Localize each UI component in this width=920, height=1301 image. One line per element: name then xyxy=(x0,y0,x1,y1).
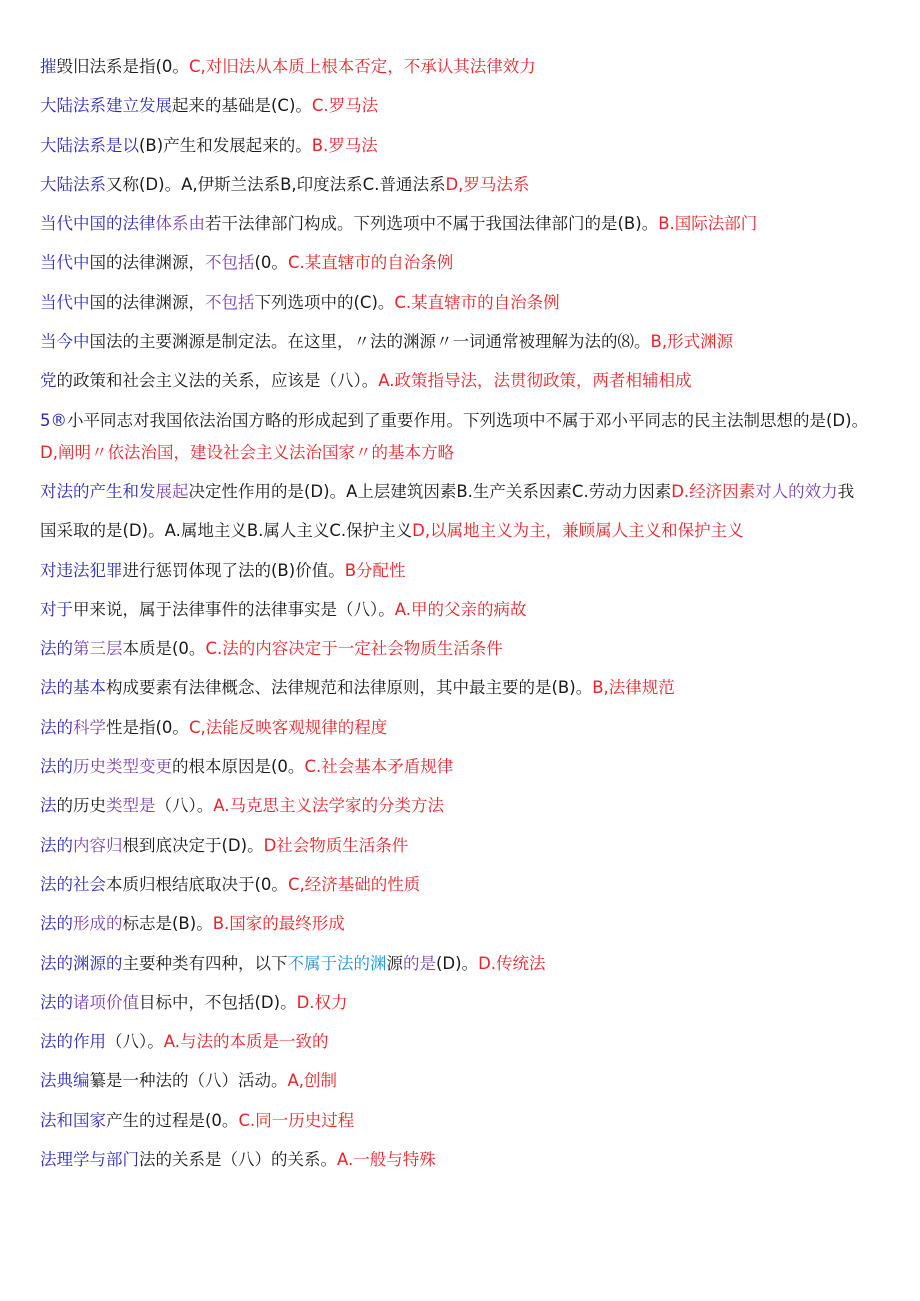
answer-text: D.传统法 xyxy=(478,953,546,973)
document-line xyxy=(40,516,900,555)
question-text: （八）。 xyxy=(155,796,214,816)
question-text: 对违法犯罪 xyxy=(40,560,123,580)
question-text: 当今中 xyxy=(40,332,90,352)
document-line xyxy=(40,288,900,327)
document-body xyxy=(40,52,900,1184)
question-text: 法的 xyxy=(40,835,73,855)
question-text: 类型是 xyxy=(106,796,156,816)
question-text: 法的 xyxy=(40,639,73,659)
question-text: 进行惩罚体现了法的(B)价值。 xyxy=(122,560,345,580)
document-line xyxy=(40,131,900,170)
answer-text: D社会物质生活条件 xyxy=(263,835,409,855)
answer-text: C.某直辖市的自治条例 xyxy=(394,292,560,312)
question-text: （八）。 xyxy=(106,1032,164,1052)
question-text: 纂是一种法的（八）活动。 xyxy=(89,1071,288,1091)
document-line xyxy=(40,909,900,948)
answer-text: C.同一历史过程 xyxy=(238,1110,355,1130)
question-text: 本质归根结底取决于(0。 xyxy=(106,874,288,894)
document-line xyxy=(40,406,900,438)
question-text: 国的法律渊源， xyxy=(89,253,205,273)
question-text: 根到底决定于(D)。 xyxy=(122,835,264,855)
answer-text: D.权力 xyxy=(296,992,348,1012)
answer-text: D,罗马法系 xyxy=(445,174,530,194)
question-text: 党 xyxy=(40,371,57,391)
question-text: (0。 xyxy=(254,253,288,273)
document-line xyxy=(40,1027,900,1066)
document-line xyxy=(40,988,900,1027)
question-text: 小平同志对我国依法治国方略的形成起到了重要作用。下列选项中不属于邓小平同志的民主法制思想的是(D)。 xyxy=(67,410,869,430)
question-text: 当代中 xyxy=(40,292,90,312)
answer-text: B.罗马法 xyxy=(311,135,378,155)
question-text: 我 xyxy=(837,481,855,501)
question-text: 法的 xyxy=(40,914,73,934)
question-text: 若干法律部门构成。下列选项中不属于我国法律部门的是(B)。 xyxy=(205,214,659,234)
question-text: (B)产生和发展起来的。 xyxy=(139,135,312,155)
document-line xyxy=(40,327,900,366)
document-line xyxy=(40,870,900,909)
question-text: 源 xyxy=(386,953,403,973)
answer-text: D.经济因素 xyxy=(671,481,756,501)
question-text: 形成的 xyxy=(73,914,123,934)
document-line xyxy=(40,91,900,130)
question-text: 当代中国的法律 xyxy=(40,214,156,234)
document-line xyxy=(40,949,900,988)
question-text: 构成要素有法律概念、法律规范和法律原则，其中最主要的是(B)。 xyxy=(106,678,593,698)
question-text: 又称(D)。A,伊斯兰法系B,印度法系C.普通法系 xyxy=(106,174,446,194)
document-line xyxy=(40,713,900,752)
answer-text: B,法律规范 xyxy=(592,678,675,698)
answer-text: C.法的内容决定于一定社会物质生活条件 xyxy=(205,639,503,659)
answer-text: B,形式渊源 xyxy=(650,332,734,352)
question-text: 诸项价值 xyxy=(73,992,139,1012)
answer-text: C,对旧法从本质上根本否定，不承认其法律效力 xyxy=(188,57,536,76)
question-text: 国的法律渊源， xyxy=(89,292,205,312)
question-text: 法的 xyxy=(40,717,73,737)
answer-text: A.马克思主义法学家的分类方法 xyxy=(213,796,444,816)
answer-text: A.政策指导法，法贯彻政策，两者相辅相成 xyxy=(378,371,692,391)
question-text: 的政策和社会主义法的关系，应该是（八）。 xyxy=(56,371,379,391)
answer-text: D,阐明〃依法治国，建设社会主义法治国家〃的基本方略 xyxy=(40,442,454,462)
answer-text: C.某直辖市的自治条例 xyxy=(287,253,454,273)
question-text: 不包括 xyxy=(205,253,255,273)
question-text: 不属于法的渊 xyxy=(287,953,387,973)
question-text: 法理学与部门 xyxy=(40,1150,139,1170)
question-text: 当代中 xyxy=(40,253,90,273)
question-text: 决定性作用的是(D)。A上层建筑因素B.生产关系因素C.劳动力因素 xyxy=(188,481,672,501)
document-line xyxy=(40,52,900,91)
question-text: 下列选项中的(C)。 xyxy=(254,292,395,312)
document-line xyxy=(40,438,900,477)
question-text: 法典编 xyxy=(40,1071,90,1091)
document-line xyxy=(40,831,900,870)
answer-text: C,经济基础的性质 xyxy=(287,874,421,894)
question-text: 标志是(B)。 xyxy=(122,914,213,934)
question-text: 对人的效力 xyxy=(755,481,838,501)
question-text: 毁旧法系是指(0。 xyxy=(56,57,189,76)
question-text: 科学 xyxy=(73,717,106,737)
question-text: 对法的产生和发 xyxy=(40,481,156,501)
document-line xyxy=(40,477,900,516)
document-line xyxy=(40,791,900,830)
question-text: 本质是(0。 xyxy=(122,639,206,659)
question-text: 不包括 xyxy=(205,292,255,312)
question-text: 大陆法系建立发展 xyxy=(40,96,172,116)
answer-text: D,以属地主义为主，兼顾属人主义和保护主义 xyxy=(412,521,744,541)
question-text: 体系由 xyxy=(155,214,205,234)
document-line xyxy=(40,248,900,287)
question-text: 的根本原因是(0。 xyxy=(172,757,305,777)
question-text: 5® xyxy=(40,410,67,430)
question-text: 法的 xyxy=(40,992,73,1012)
question-text: 目标中，不包括(D)。 xyxy=(139,992,297,1012)
document-line xyxy=(40,634,900,673)
question-text: 展起 xyxy=(155,481,189,501)
question-text: 甲来说，属于法律事件的法律事实是（八）。 xyxy=(73,599,395,619)
document-line xyxy=(40,366,900,405)
question-text: 法的关系是（八）的关系。 xyxy=(139,1150,337,1170)
question-text: 摧 xyxy=(40,57,57,76)
answer-text: A.一般与特殊 xyxy=(337,1150,436,1170)
question-text: 大陆法系 xyxy=(40,174,106,194)
answer-text: C.罗马法 xyxy=(311,96,379,116)
question-text: 对于 xyxy=(40,599,73,619)
document-line xyxy=(40,556,900,595)
question-text: 法的作用 xyxy=(40,1032,106,1052)
document-line xyxy=(40,1106,900,1145)
question-text: 法 xyxy=(40,796,57,816)
question-text: 的历史 xyxy=(56,796,106,816)
question-text: 法的基本 xyxy=(40,678,106,698)
question-text: 起来的基础是(C)。 xyxy=(172,96,312,116)
question-text: 大陆法系是以 xyxy=(40,135,139,155)
answer-text: B分配性 xyxy=(344,560,406,580)
question-text: 法的社会 xyxy=(40,874,106,894)
answer-text: B.国家的最终形成 xyxy=(212,914,345,934)
question-text: 性是指(0。 xyxy=(106,717,189,737)
answer-text: A.与法的本质是一致的 xyxy=(163,1032,329,1052)
document-line xyxy=(40,209,900,248)
question-text: 法的 xyxy=(40,757,73,777)
question-text: 历史类型变更 xyxy=(73,757,172,777)
document-line xyxy=(40,752,900,791)
answer-text: C,法能反映客观规律的程度 xyxy=(188,717,388,737)
answer-text: C.社会基本矛盾规律 xyxy=(304,757,454,777)
question-text: 国采取的是(D)。A.属地主义B.属人主义C.保护主义 xyxy=(40,521,413,541)
question-text: 国法的主要渊源是制定法。在这里，〃法的渊源〃一词通常被理解为法的⑻。 xyxy=(89,332,651,352)
question-text: 产生的过程是(0。 xyxy=(106,1110,239,1130)
document-line xyxy=(40,673,900,712)
question-text: (D)。 xyxy=(436,953,479,973)
document-line xyxy=(40,1145,900,1184)
question-text: 法的渊源的 xyxy=(40,953,123,973)
question-text: 的是 xyxy=(403,953,436,973)
document-line xyxy=(40,170,900,209)
question-text: 法和国家 xyxy=(40,1110,106,1130)
question-text: 主要种类有四种，以下 xyxy=(122,953,288,973)
document-line xyxy=(40,595,900,634)
question-text: 内容归 xyxy=(73,835,123,855)
answer-text: A,创制 xyxy=(287,1071,338,1091)
question-text: 第三层 xyxy=(73,639,123,659)
document-line xyxy=(40,1066,900,1105)
answer-text: B.国际法部门 xyxy=(658,214,758,234)
answer-text: A.甲的父亲的病故 xyxy=(394,599,527,619)
